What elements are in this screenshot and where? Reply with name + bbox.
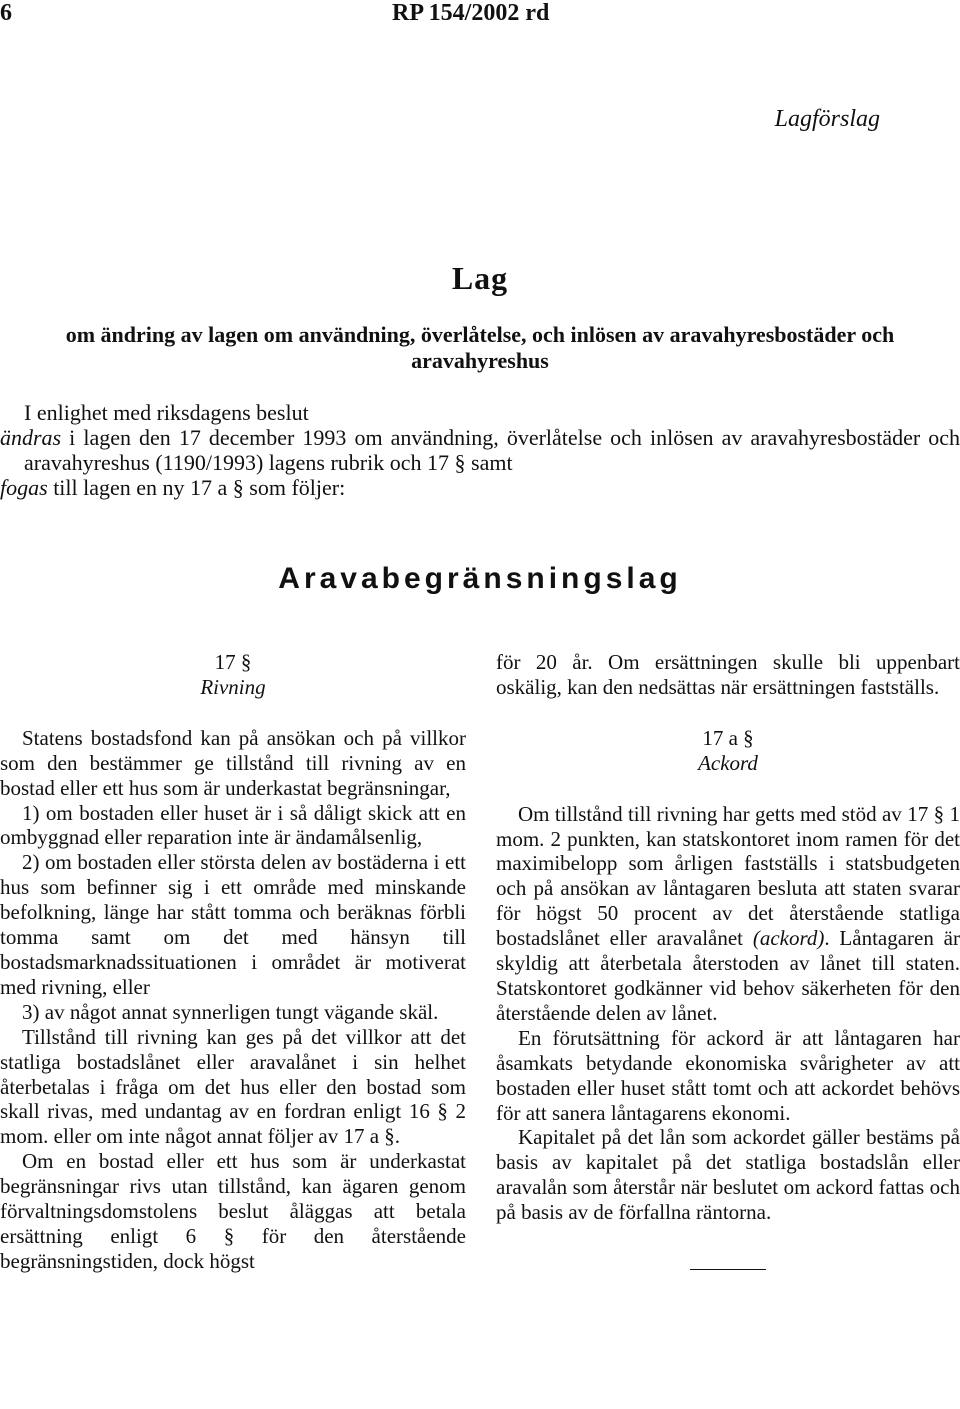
law-subtitle-line-2: aravahyreshus (411, 348, 549, 373)
section-17a-paragraph-2: En förutsättning för ackord är att låntagaren har åsamkats betydande ekonomiska svårigheter av att bostaden eller huset stått tomt och att ackordet behövs för att sanera låntagarens ekonomi. (496, 1025, 960, 1125)
law-subtitle (0, 322, 960, 374)
page-header (0, 0, 960, 30)
document-type-label: Lagförslag (774, 106, 880, 132)
amend-text: i lagen den 17 december 1993 om användning, överlåtelse och inlösen av aravahyresbostäder och aravahyreshus (1190/1993) lagens rubrik och 17 § samt (24, 425, 960, 475)
enactment-amend-clause (0, 425, 960, 475)
left-column (0, 650, 466, 1274)
enactment-clause (0, 400, 960, 500)
section-17-item-1: 1) om bostaden eller huset är i så dåligt skick att en ombyggnad eller reparation inte är ändamålsenlig, (0, 800, 466, 850)
page-number: 6 (0, 0, 12, 26)
add-text: till lagen en ny 17 a § som följer: (47, 475, 346, 500)
enactment-add-clause (0, 475, 960, 500)
running-title: RP 154/2002 rd (392, 0, 550, 26)
section-17-number: 17 § (214, 650, 252, 674)
end-rule (690, 1269, 766, 1270)
amend-keyword: ändras (0, 425, 62, 450)
law-title: Lag (451, 260, 509, 296)
section-17a-number: 17 a § (702, 725, 754, 750)
section-17-paragraph-3: Om en bostad eller ett hus som är underkastat begränsningar rivs utan tillstånd, kan ägaren genom förvaltningsdomstolens beslut åläggas att betala ersättning enligt 6 § för den återstående begränsningstiden, dock högst (0, 1149, 466, 1273)
section-17a-heading: Ackord (698, 750, 758, 775)
section-17-paragraph-1: Statens bostadsfond kan på ansökan och på villkor som den bestämmer ge tillstånd till rivning av en bostad eller ett hus som är underkastat begränsningar, (0, 725, 466, 800)
act-title: Aravabegränsningslag (278, 562, 682, 595)
section-17a-paragraph-1 (496, 802, 960, 1026)
section-17-paragraph-3-continued: för 20 år. Om ersättningen skulle bli uppenbart oskälig, kan den nedsättas när ersättningen fastställs. (496, 650, 960, 699)
enactment-line-1: I enlighet med riksdagens beslut (24, 400, 309, 425)
section-17-paragraph-2: Tillstånd till rivning kan ges på det villkor att det statliga bostadslånet eller aravalånet i sin helhet återbetalas i fråga om det hus eller den bostad som skall rivas, med undantag av en fordran enligt 16 § 2 mom. eller om inte något annat följer av 17 a §. (0, 1024, 466, 1149)
law-subtitle-line-1: om ändring av lagen om användning, överlåtelse, och inlösen av aravahyresbostäder och (65, 322, 895, 347)
section-17-item-2: 2) om bostaden eller största delen av bostäderna i ett hus som befinner sig i ett område med minskande befolkning, länge har stått tomma och beräknas förbli tomma samt om det med hänsyn till bostadsmarknadssituationen i området är motiverat med rivning, eller (0, 850, 466, 999)
section-17-heading: Rivning (200, 674, 266, 699)
right-column (496, 650, 960, 1270)
add-keyword: fogas (0, 475, 48, 500)
section-17a-p1-part-2: . Låntagaren är skyldig att återbetala återstoden av lånet till staten. Statskontoret godkänner vid behov säkerheten för den återstående delen av lånet. (496, 926, 960, 1025)
section-17a-p1-term: (ackord) (752, 926, 825, 951)
section-17a-p1-part-1: Om tillstånd till rivning har getts med stöd av 17 § 1 mom. 2 punkten, kan statskontoret inom ramen för det maximibelopp som årligen fastställs i statsbudgeten och på ansökan av låntagaren besluta att staten svarar för högst 50 procent av det återstående statliga bostadslånet eller aravalånet (496, 801, 960, 951)
section-17a-paragraph-3: Kapitalet på det lån som ackordet gäller bestäms på basis av kapitalet på det statliga bostadslån eller aravalån som återstår när beslutet om ackord fattas och på basis av de förfallna räntorna. (496, 1125, 960, 1225)
section-17-item-3: 3) av något annat synnerligen tungt vägande skäl. (22, 999, 439, 1024)
